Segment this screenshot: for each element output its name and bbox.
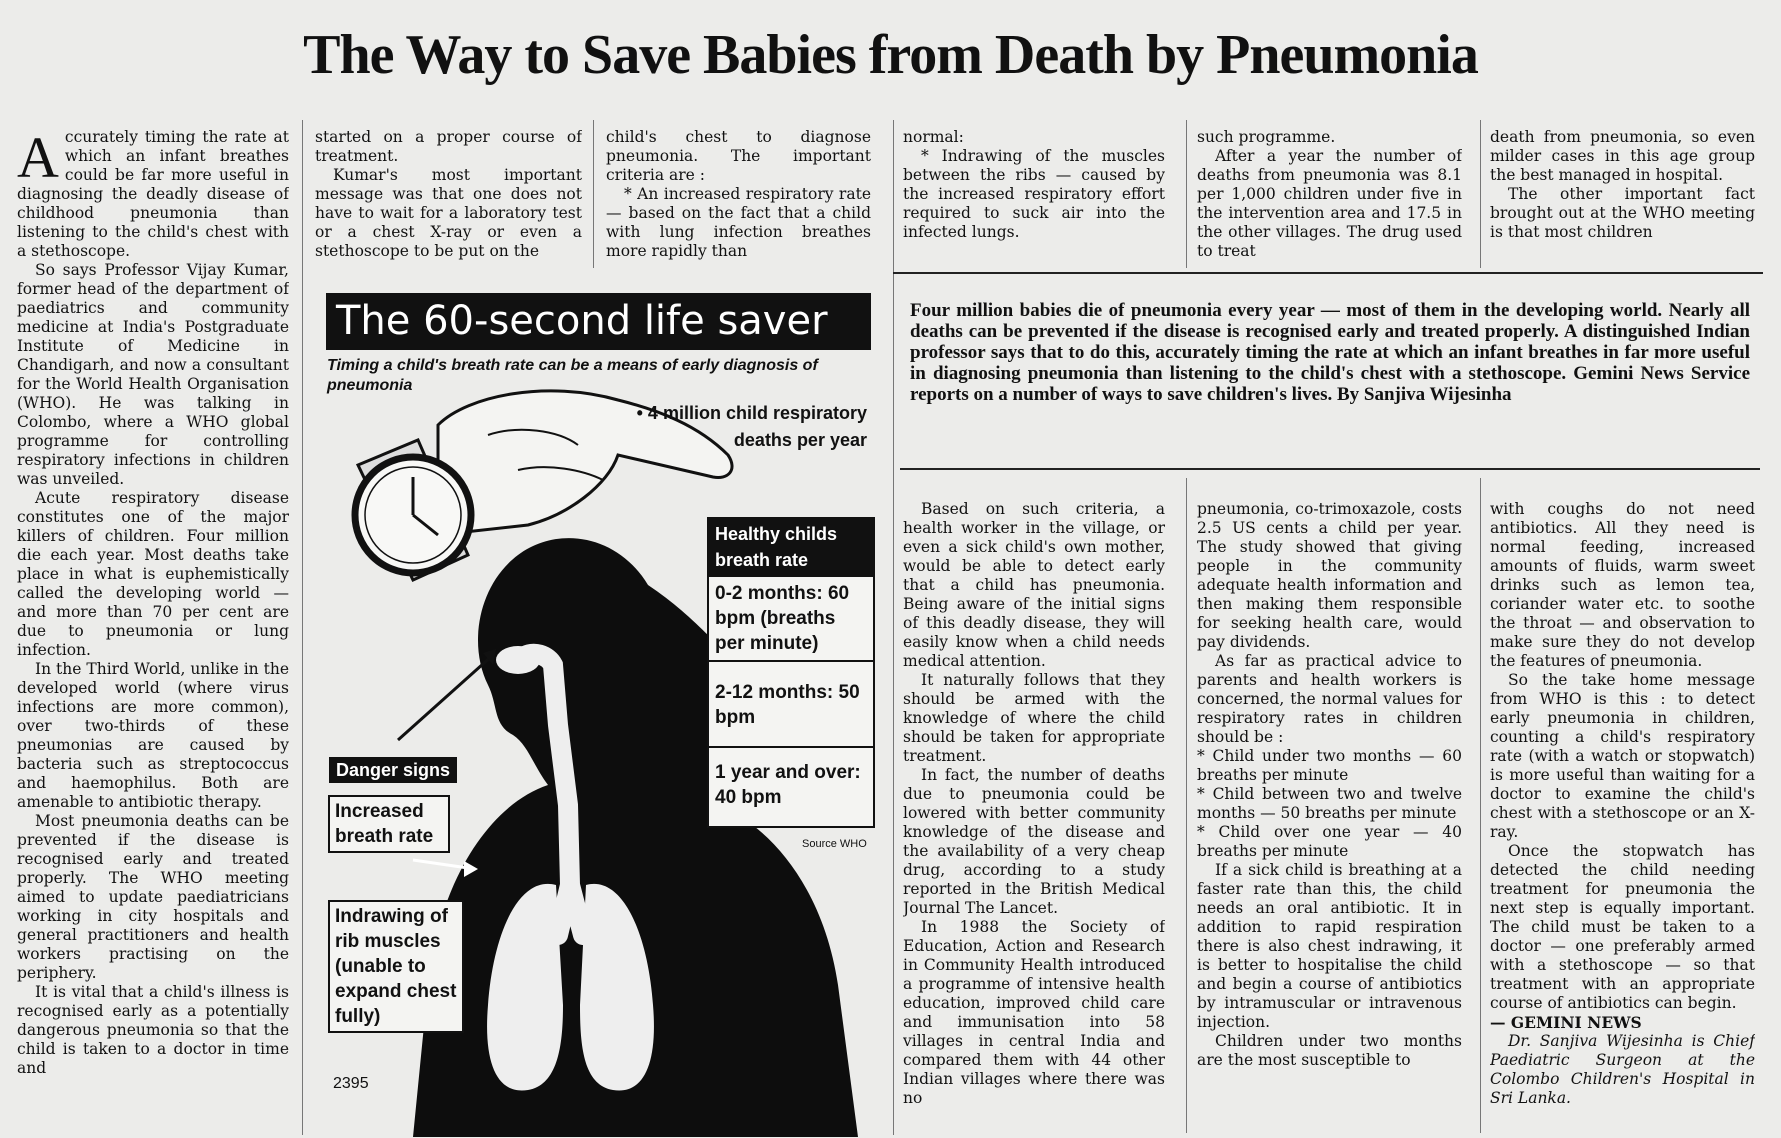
- paragraph: [17, 812, 289, 983]
- paragraph-text: with coughs do not need antibiotics. All they need is normal feeding, increased amounts of fluids, warm sweet drinks such as lemon tea, coriander water etc. to soothe the throat — and observation to make sure they do not develop the features of pneumonia.: [1490, 500, 1755, 670]
- danger-signs-heading: Danger signs: [329, 757, 457, 783]
- paragraph: [1490, 128, 1755, 185]
- paragraph: [606, 185, 871, 261]
- paragraph-text: Acute respiratory disease constitutes one of the major killers of children. Four million die each year. Most deaths take place in what is euphemistically called the developing world — and more than 70 per cent are due to pneumonia or lung infection.: [17, 489, 289, 659]
- paragraph: [1197, 128, 1462, 147]
- rate-0-2-months: 0-2 months: 60 bpm (breaths per minute): [709, 575, 873, 660]
- paragraph-text: — GEMINI NEWS: [1490, 1013, 1642, 1032]
- paragraph: [903, 128, 1165, 147]
- paragraph-text: * Child over one year — 40 breaths per minute: [1197, 823, 1462, 860]
- paragraph-text: Based on such criteria, a health worker in the village, or even a sick child's own mother, would be able to detect early that a child has pneumonia. Being aware of the initial signs of this deadly disease, they will easily know when a child needs medical attention.: [903, 500, 1165, 670]
- paragraph: [1197, 785, 1462, 823]
- paragraph: [1197, 861, 1462, 1032]
- column-4-bottom: [903, 500, 1165, 1136]
- paragraph: [606, 128, 871, 185]
- healthy-rate-heading: Healthy childs breath rate: [709, 519, 873, 575]
- paragraph: [1197, 1032, 1462, 1070]
- paragraph-text: After a year the number of deaths from pneumonia was 8.1 per 1,000 children under five in the intervention area and 17.5 in the other villages. The drug used to treat: [1197, 147, 1462, 260]
- paragraph-text: In fact, the number of deaths due to pneumonia could be lowered with better community knowledge of the disease and the availability of a very cheap drug, according to a study reported in the British Medical Journal The Lancet.: [903, 766, 1165, 917]
- paragraph-text: If a sick child is breathing at a faster rate than this, the child needs an oral antibiotic. It in addition to rapid respiration there is also chest indrawing, it is better to hospitalise the child and begin a course of antibiotics by intramuscular or intravenous injection.: [1197, 861, 1462, 1031]
- paragraph-text: normal:: [903, 128, 964, 146]
- paragraph-text: Once the stopwatch has detected the child needing treatment for pneumonia the next step is equally important. The child must be taken to a doctor — one preferably armed with a stethoscope — so that treatment with an appropriate course of antibiotics can begin.: [1490, 842, 1755, 1012]
- paragraph-text: * Child between two and twelve months — 50 breaths per minute: [1197, 785, 1462, 822]
- column-1: [17, 128, 289, 1136]
- paragraph: [1490, 842, 1755, 1013]
- paragraph: [903, 918, 1165, 1108]
- rate-2-12-months: 2-12 months: 50 bpm: [709, 660, 873, 746]
- sign-rib-indrawing: Indrawing of rib muscles (unable to expand chest fully): [328, 900, 464, 1033]
- headline: The Way to Save Babies from Death by Pneumonia: [303, 24, 1478, 86]
- paragraph-text: So says Professor Vijay Kumar, former head of the department of paediatrics and community medicine at India's Postgraduate Institute of Medicine in Chandigarh, and now a consultant for the World Health Organisation (WHO). He was talking in Colombo, where a WHO global programme for controlling respiratory infections in children was unveiled.: [17, 261, 289, 488]
- paragraph: [1197, 652, 1462, 747]
- paragraph: [17, 128, 289, 261]
- paragraph-text: The other important fact brought out at the WHO meeting is that most children: [1490, 185, 1755, 241]
- paragraph: [17, 660, 289, 812]
- paragraph-text: Dr. Sanjiva Wijesinha is Chief Paediatric Surgeon at the Colombo Children's Hospital in Sri Lanka.: [1490, 1032, 1755, 1107]
- paragraph-text: So the take home message from WHO is this : to detect early pneumonia in children, counting a child's respiratory rate (with a watch or stopwatch) is more useful than waiting for a doctor to examine the child's chest with a stethoscope or an X-ray.: [1490, 671, 1755, 841]
- graphic-source: Source WHO: [802, 838, 867, 850]
- paragraph: [1490, 671, 1755, 842]
- column-4-top: [903, 128, 1165, 263]
- column-5-bottom: [1197, 500, 1462, 1136]
- column-2: [315, 128, 582, 263]
- paragraph: [1490, 1013, 1755, 1032]
- column-6-bottom: [1490, 500, 1755, 1136]
- paragraph-text: In the Third World, unlike in the developed world (where virus infections are more common), over two-thirds of these pneumonias are caused by bacteria such as streptococcus and haemophilus. Both are amenable to antibiotic therapy.: [17, 660, 289, 811]
- paragraph-text: * An increased respiratory rate — based on the fact that a child with lung infection breathes more rapidly than: [606, 185, 871, 260]
- paragraph-text: pneumonia, co-trimoxazole, costs 2.5 US cents a child per year. The study showed that giving people in the community adequate health information and then making them responsible for seeking health care, would pay dividends.: [1197, 500, 1462, 651]
- sign-increased-breath-rate: Increased breath rate: [328, 795, 450, 853]
- paragraph: [1197, 823, 1462, 861]
- paragraph-text: It naturally follows that they should be armed with the knowledge of where the child should be taken for appropriate treatment.: [903, 671, 1165, 765]
- lead-paragraph: Four million babies die of pneumonia every year — most of them in the developing world. Nearly all deaths can be prevented if the disease is recognised early and treated properly. A distinguished Indian professor says that to do this, accurately timing the rate at which an infant breathes in far more useful in diagnosing pneumonia than listening to the child's chest with a stethoscope. Gemini News Service reports on a number of ways to save children's lives. By Sanjiva Wijesinha: [910, 300, 1750, 405]
- paragraph: [1197, 147, 1462, 261]
- paragraph-text: child's chest to diagnose pneumonia. The important criteria are :: [606, 128, 871, 184]
- paragraph-text: Kumar's most important message was that one does not have to wait for a laboratory test or a chest X-ray or even a stethoscope to be put on the: [315, 166, 582, 260]
- paragraph-text: Children under two months are the most susceptible to: [1197, 1032, 1462, 1069]
- column-rule: [302, 120, 303, 1135]
- lead-bottom-rule: [900, 468, 1760, 470]
- death-statistic: • 4 million child respiratory deaths per year: [636, 403, 867, 450]
- paragraph-text: It is vital that a child's illness is recognised early as a potentially dangerous pneumonia so that the child is taken to a doctor in time and: [17, 983, 289, 1077]
- paragraph: [315, 128, 582, 166]
- column-rule: [1480, 120, 1481, 268]
- graphic-title: The 60-second life saver: [326, 293, 871, 350]
- paragraph: [903, 671, 1165, 766]
- paragraph-text: death from pneumonia, so even milder cases in this age group the best managed in hospital.: [1490, 128, 1755, 184]
- column-rule: [1186, 120, 1187, 268]
- paragraph-text: Most pneumonia deaths can be prevented if the disease is recognised early and treated properly. The WHO meeting aimed to update paediatricians working in city hospitals and general practitioners and health workers practising on the periphery.: [17, 812, 289, 982]
- paragraph: [1490, 1032, 1755, 1108]
- drop-cap: A: [17, 128, 59, 190]
- paragraph: [17, 983, 289, 1078]
- paragraph: [17, 489, 289, 660]
- healthy-rate-box: [707, 517, 875, 828]
- paragraph-text: such programme.: [1197, 128, 1336, 146]
- paragraph: [903, 147, 1165, 242]
- column-6-top: [1490, 128, 1755, 263]
- paragraph-text: * Child under two months — 60 breaths per minute: [1197, 747, 1462, 784]
- rate-1-year-over: 1 year and over: 40 bpm: [709, 746, 873, 814]
- paragraph: [1490, 185, 1755, 242]
- column-rule: [593, 120, 594, 268]
- paragraph: [17, 261, 289, 489]
- paragraph-text: * Indrawing of the muscles between the ribs — caused by the increased respiratory effort required to suck air into the infected lungs.: [903, 147, 1165, 241]
- paragraph-text: As far as practical advice to parents and health workers is concerned, the normal values for respiratory rates in children should be :: [1197, 652, 1462, 746]
- graphic-code: 2395: [333, 1075, 369, 1092]
- paragraph: [1197, 500, 1462, 652]
- graphic-subtitle: Timing a child's breath rate can be a means of early diagnosis of pneumonia: [327, 357, 818, 394]
- column-rule: [1186, 478, 1187, 1133]
- paragraph: [1490, 500, 1755, 671]
- column-3: [606, 128, 871, 263]
- paragraph-text: In 1988 the Society of Education, Action and Research in Community Health introduced a programme of intensive health education, improved child care and immunisation into 58 villages in central India and compared them with 44 other Indian villages where there was no: [903, 918, 1165, 1107]
- paragraph: [315, 166, 582, 261]
- paragraph: [903, 766, 1165, 918]
- lead-top-rule: [893, 272, 1763, 274]
- paragraph: [1197, 747, 1462, 785]
- paragraph-text: ccurately timing the rate at which an infant breathes could be far more useful in diagnosing the deadly disease of childhood pneumonia than listening to the child's chest with a stethoscope.: [17, 128, 289, 260]
- column-rule: [1480, 478, 1481, 1133]
- paragraph-text: started on a proper course of treatment.: [315, 128, 582, 165]
- paragraph: [903, 500, 1165, 671]
- column-5-top: [1197, 128, 1462, 263]
